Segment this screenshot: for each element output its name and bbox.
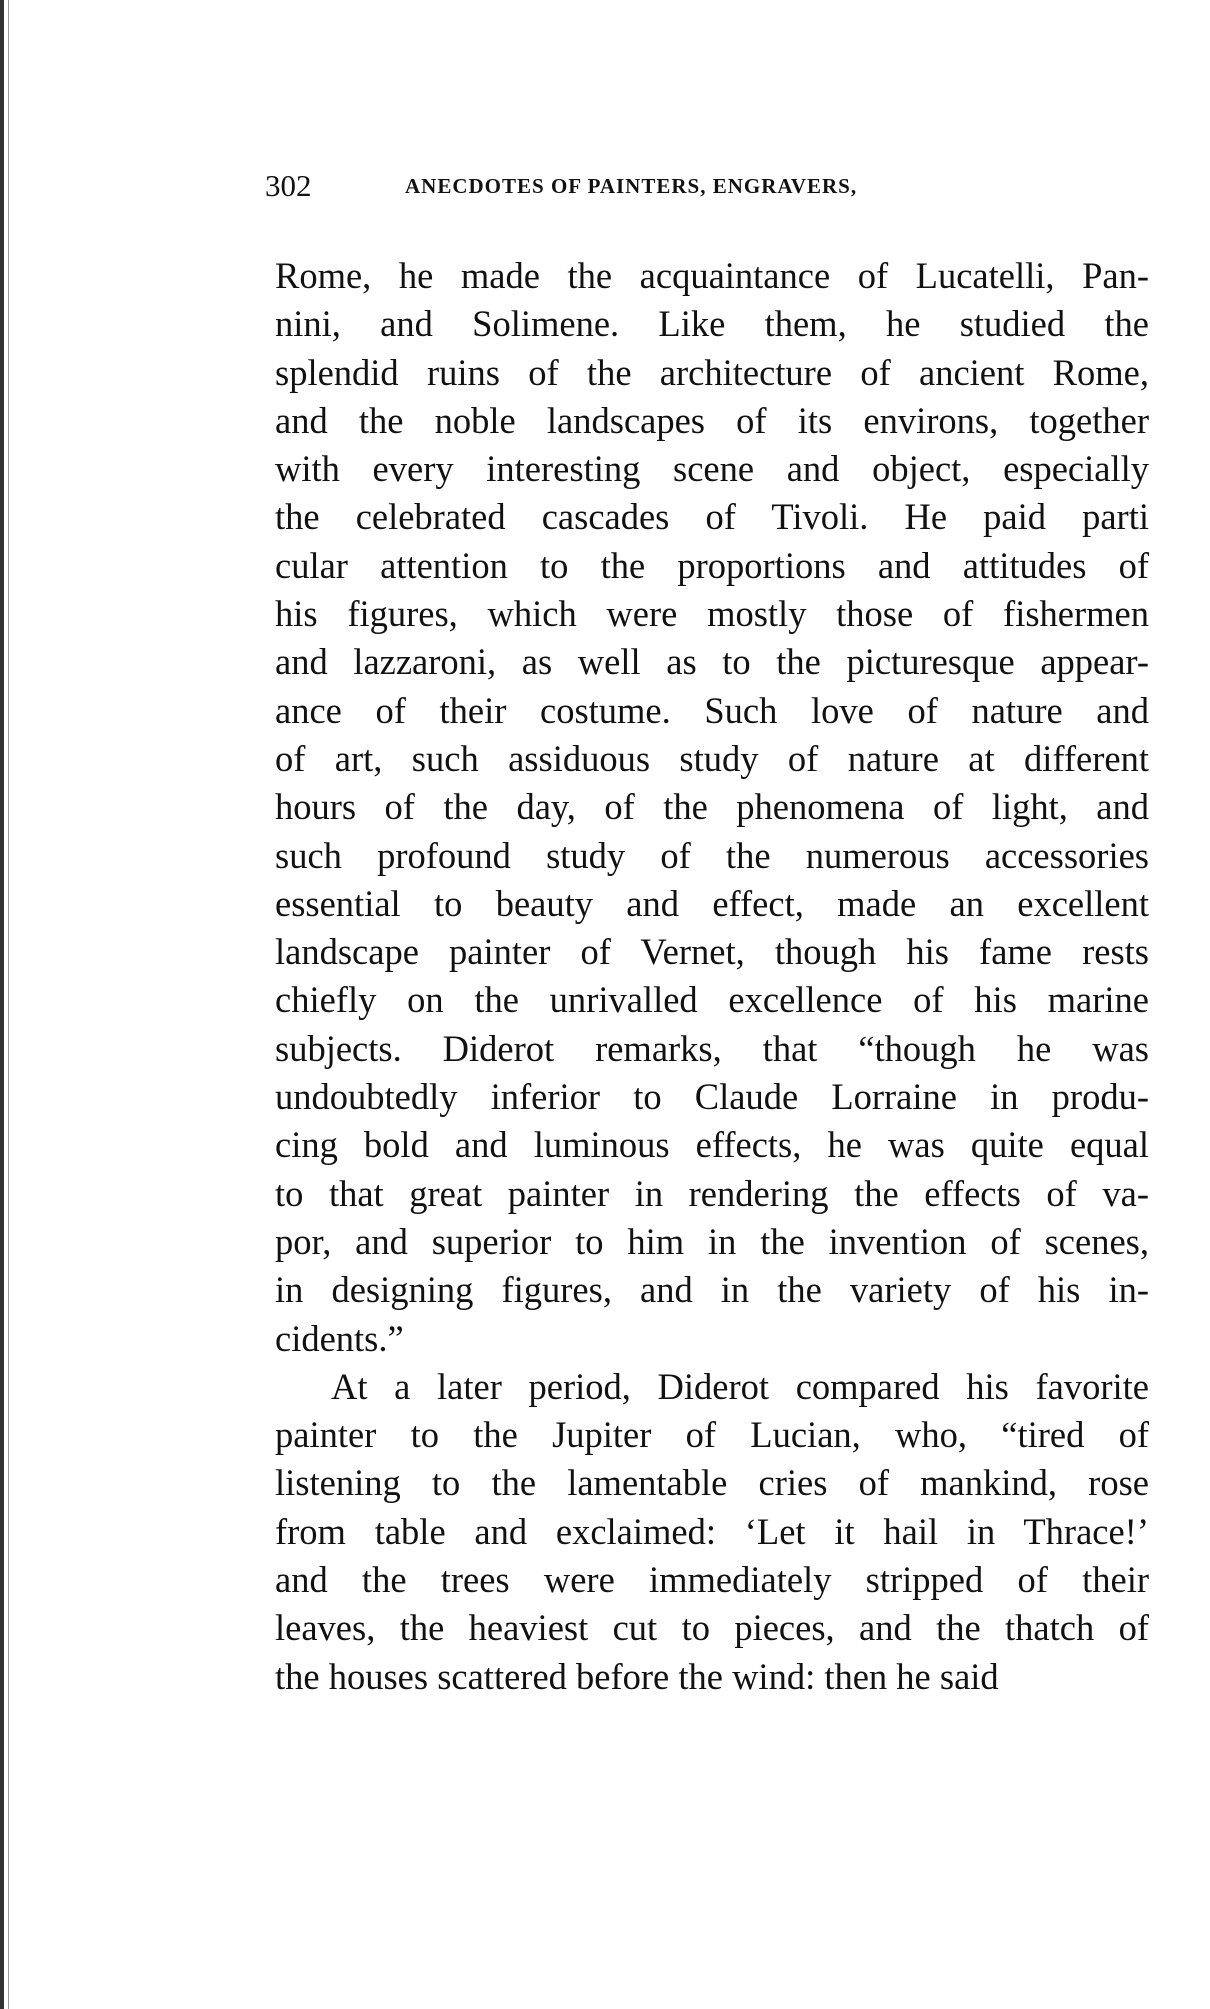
text-line: landscape painter of Vernet, though his fame rests: [275, 931, 1149, 973]
page-number: 302: [265, 168, 312, 203]
text-line: At a later period, Diderot compared his favorite: [331, 1365, 1149, 1407]
text-line: of art, such assiduous study of nature at different: [275, 737, 1149, 779]
page-edge-line: [8, 0, 9, 2009]
page-edge-shadow: [0, 0, 4, 2009]
text-line: por, and superior to him in the invention of scenes,: [275, 1220, 1149, 1262]
text-line: cidents.”: [275, 1317, 404, 1359]
text-line: to that great painter in rendering the effects of va-: [275, 1172, 1149, 1214]
running-title: ANECDOTES OF PAINTERS, ENGRAVERS,: [405, 174, 858, 198]
text-line: such profound study of the numerous accessories: [275, 834, 1149, 876]
page-header: [265, 168, 1005, 218]
text-line: from table and exclaimed: ‘Let it hail in Thrace!’: [275, 1510, 1149, 1552]
text-line: chiefly on the unrivalled excellence of his marine: [275, 979, 1149, 1021]
text-line: cular attention to the proportions and attitudes of: [275, 544, 1149, 586]
text-line: painter to the Jupiter of Lucian, who, “tired of: [275, 1414, 1149, 1456]
text-line: undoubtedly inferior to Claude Lorraine in produ-: [275, 1076, 1149, 1118]
text-line: essential to beauty and effect, made an excellent: [275, 882, 1149, 924]
text-line: Rome, he made the acquaintance of Lucatelli, Pan-: [275, 255, 1149, 296]
text-line: in designing figures, and in the variety of his in-: [275, 1269, 1149, 1311]
text-line: subjects. Diderot remarks, that “though he was: [275, 1027, 1149, 1069]
text-line: ance of their costume. Such love of nature and: [275, 689, 1149, 731]
text-line: and lazzaroni, as well as to the picturesque appear-: [275, 641, 1149, 683]
text-line: with every interesting scene and object, especially: [275, 448, 1149, 490]
text-line: the houses scattered before the wind: then he said: [275, 1655, 999, 1697]
text-line: his figures, which were mostly those of fishermen: [275, 593, 1149, 635]
text-line: splendid ruins of the architecture of ancient Rome,: [275, 351, 1149, 393]
body-text: [275, 252, 1149, 1701]
text-line: listening to the lamentable cries of mankind, rose: [275, 1462, 1149, 1504]
text-line: the celebrated cascades of Tivoli. He paid parti: [275, 496, 1149, 538]
text-line: hours of the day, of the phenomena of light, and: [275, 786, 1149, 828]
text-line: nini, and Solimene. Like them, he studied the: [275, 303, 1149, 345]
text-line: and the trees were immediately stripped of their: [275, 1559, 1149, 1601]
text-line: leaves, the heaviest cut to pieces, and the thatch of: [275, 1607, 1149, 1649]
text-line: and the noble landscapes of its environs, together: [275, 399, 1149, 441]
text-line: cing bold and luminous effects, he was quite equal: [275, 1124, 1149, 1166]
